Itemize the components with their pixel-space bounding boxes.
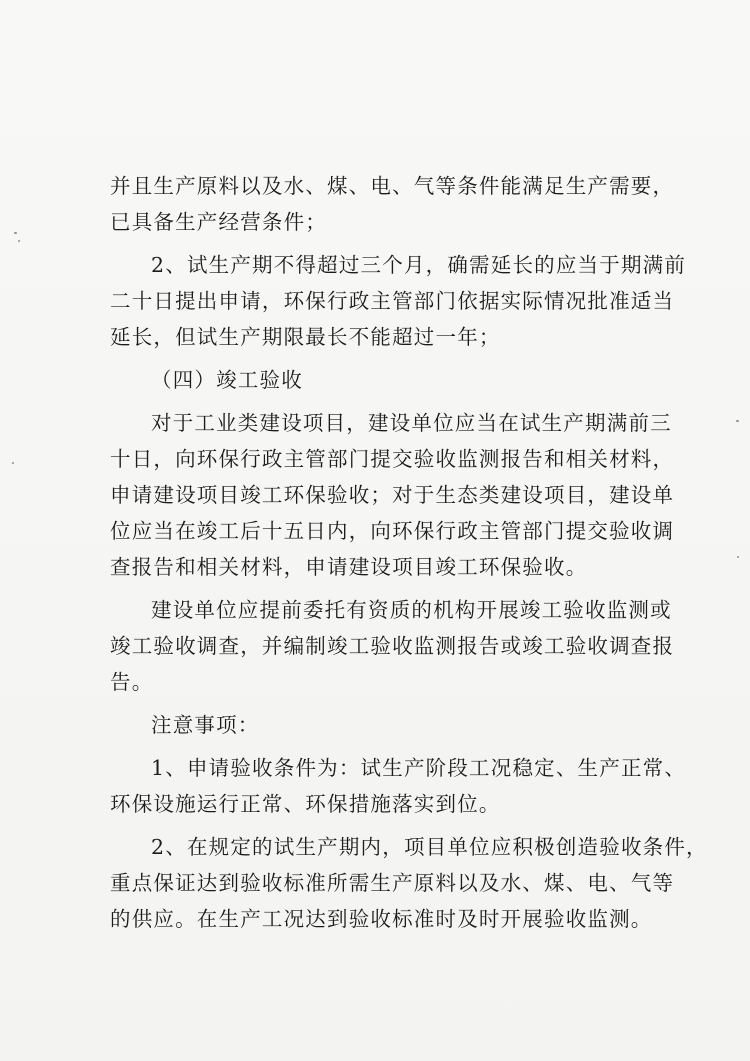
text-line: 十日，向环保行政主管部门提交验收监测报告和相关材料，	[110, 447, 675, 471]
text-line: 建设单位应提前委托有资质的机构开展竣工验收监测或	[151, 598, 672, 622]
notice-title: 注意事项：	[151, 713, 260, 737]
document-body	[110, 168, 708, 944]
paragraph-production-conditions	[110, 168, 695, 240]
text-line: 申请建设项目竣工环保验收；对于生态类建设项目，建设单	[110, 483, 675, 507]
paragraph-notice-2	[110, 829, 708, 937]
text-line: 对于工业类建设项目，建设单位应当在试生产期满前三	[151, 411, 672, 435]
section-heading	[110, 362, 695, 398]
scan-speck	[737, 556, 739, 558]
text-line: 位应当在竣工后十五日内，向环保行政主管部门提交验收调	[110, 519, 675, 543]
text-line: 重点保证达到验收标准所需生产原料以及水、煤、电、气等	[110, 871, 675, 895]
scan-speck	[12, 462, 14, 464]
text-line: 已具备生产经营条件；	[110, 210, 327, 234]
text-line: 环保设施运行正常、环保措施落实到位。	[110, 792, 501, 816]
paragraph-trial-period	[110, 247, 695, 355]
text-line: 查报告和相关材料，申请建设项目竣工环保验收。	[110, 555, 588, 579]
text-line: 2、试生产期不得超过三个月，确需延长的应当于期满前	[151, 253, 687, 277]
heading-completion-acceptance: （四）竣工验收	[151, 368, 303, 392]
scan-speck	[14, 232, 17, 234]
text-line: 竣工验收调查，并编制竣工验收监测报告或竣工验收调查报	[110, 634, 675, 658]
scan-speck	[736, 420, 739, 422]
text-line: 告。	[110, 670, 154, 694]
scan-speck	[18, 240, 20, 242]
paragraph-entrust-agency	[110, 592, 695, 700]
text-line: 2、在规定的试生产期内，项目单位应积极创造验收条件，	[151, 835, 708, 859]
paragraph-notice-1	[110, 750, 695, 822]
text-line: 延长，但试生产期限最长不能超过一年；	[110, 325, 501, 349]
notice-title-block	[110, 707, 695, 743]
text-line: 二十日提出申请，环保行政主管部门依据实际情况批准适当	[110, 289, 675, 313]
text-line: 1、申请验收条件为：试生产阶段工况稳定、生产正常、	[151, 756, 687, 780]
paragraph-acceptance-application	[110, 405, 695, 585]
text-line: 的供应。在生产工况达到验收标准时及时开展验收监测。	[110, 907, 653, 931]
text-line: 并且生产原料以及水、煤、电、气等条件能满足生产需要，	[110, 174, 675, 198]
